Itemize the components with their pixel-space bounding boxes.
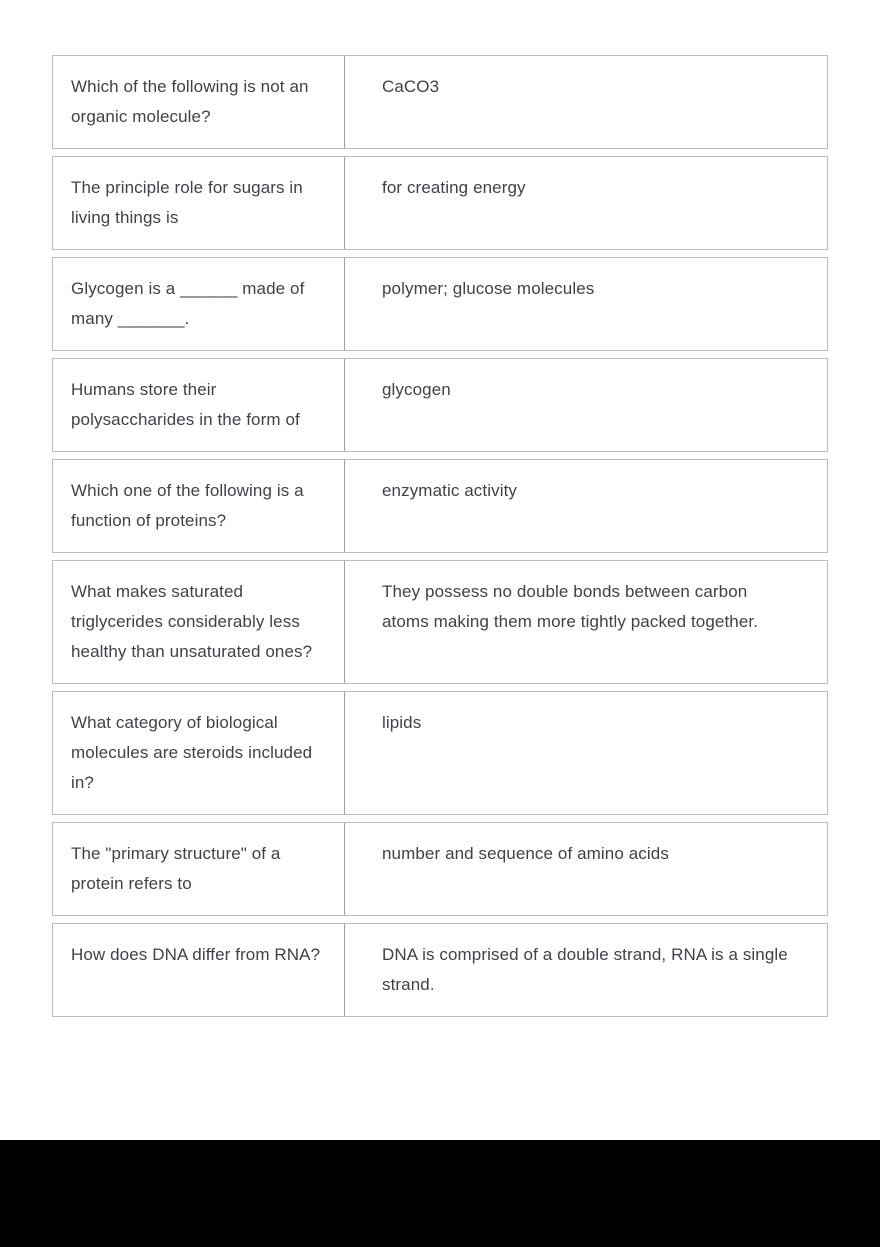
question-text: Which of the following is not an organic molecule? [71,77,309,126]
flashcard-row [52,257,828,351]
flashcard-row [52,560,828,684]
flashcard-row [52,156,828,250]
flashcard-row [52,459,828,553]
answer-text: CaCO3 [382,77,440,96]
answer-cell [344,258,827,350]
flashcard-row [52,358,828,452]
bottom-letterbox [0,1140,880,1247]
answer-text: for creating energy [382,178,526,197]
answer-text: They possess no double bonds between carbon atoms making them more tightly packed together. [382,582,759,631]
question-text: What makes saturated triglycerides considerably less healthy than unsaturated ones? [71,582,313,661]
answer-cell [344,359,827,451]
flashcard-row [52,691,828,815]
answer-text: enzymatic activity [382,481,518,500]
question-cell [53,561,344,683]
question-cell [53,823,344,915]
answer-cell [344,692,827,814]
answer-cell [344,56,827,148]
answer-text: number and sequence of amino acids [382,844,669,863]
answer-cell [344,924,827,1016]
question-text: The "primary structure" of a protein refers to [71,844,281,893]
answer-cell [344,561,827,683]
question-cell [53,56,344,148]
flashcard-list [52,55,828,1024]
answer-cell [344,157,827,249]
answer-cell [344,823,827,915]
question-cell [53,157,344,249]
question-cell [53,924,344,1016]
answer-text: lipids [382,713,422,732]
flashcard-row [52,55,828,149]
answer-text: DNA is comprised of a double strand, RNA is a single strand. [382,945,788,994]
answer-text: glycogen [382,380,451,399]
question-text: The principle role for sugars in living things is [71,178,303,227]
flashcard-row [52,822,828,916]
question-cell [53,692,344,814]
question-text: Humans store their polysaccharides in the form of [71,380,300,429]
question-text: Glycogen is a ______ made of many _______. [71,279,305,328]
question-text: What category of biological molecules are steroids included in? [71,713,313,792]
flashcard-row [52,923,828,1017]
question-text: Which one of the following is a function of proteins? [71,481,304,530]
question-cell [53,359,344,451]
question-cell [53,460,344,552]
answer-text: polymer; glucose molecules [382,279,595,298]
question-cell [53,258,344,350]
question-text: How does DNA differ from RNA? [71,945,321,964]
answer-cell [344,460,827,552]
